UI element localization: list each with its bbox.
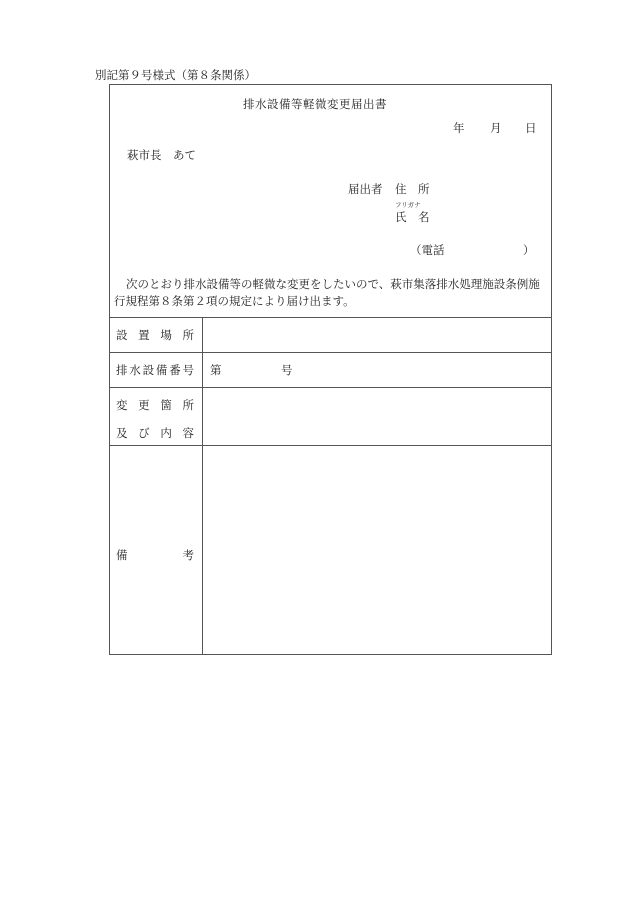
number-prefix: 第	[210, 363, 222, 377]
form-number-note: 別記第９号様式（第８条関係）	[95, 68, 256, 82]
phone-close-paren: ）	[523, 243, 535, 257]
row-rule-1	[109, 352, 552, 353]
table-top-rule	[109, 317, 552, 318]
declaration-text: 次のとおり排水設備等の軽微な変更をしたいので、萩市集落排水処理施設条例施行規程第８条第２項の規定により届け出ます。	[114, 277, 540, 308]
change-details-field[interactable]	[210, 390, 548, 442]
furigana-label: フリガナ	[395, 201, 421, 209]
row-rule-3	[109, 445, 552, 446]
date-month-label: 月	[490, 121, 502, 135]
change-location-label: 変 更 箇 所	[116, 398, 194, 412]
location-label: 設 置 場 所	[116, 328, 194, 342]
date-day-label: 日	[525, 121, 537, 135]
table-column-divider	[202, 317, 203, 655]
facility-number-label: 排 水 設 備 番 号	[116, 363, 194, 377]
number-suffix: 号	[281, 363, 293, 377]
change-details-label: 及 び 内 容	[116, 426, 194, 440]
facility-number-field[interactable]	[225, 356, 277, 382]
row-rule-2	[109, 387, 552, 388]
address-label: 住 所	[395, 182, 430, 196]
addressee: 萩市長 あて	[127, 148, 196, 162]
remarks-label: 備 考	[116, 548, 194, 562]
name-label: 氏 名	[395, 210, 430, 224]
phone-label: （電話	[410, 243, 445, 257]
date-year-label: 年	[453, 121, 465, 135]
remarks-field[interactable]	[210, 450, 548, 650]
form-title: 排水設備等軽微変更届出書	[243, 97, 387, 111]
location-field[interactable]	[210, 320, 548, 350]
applicant-label: 届出者	[348, 182, 383, 196]
